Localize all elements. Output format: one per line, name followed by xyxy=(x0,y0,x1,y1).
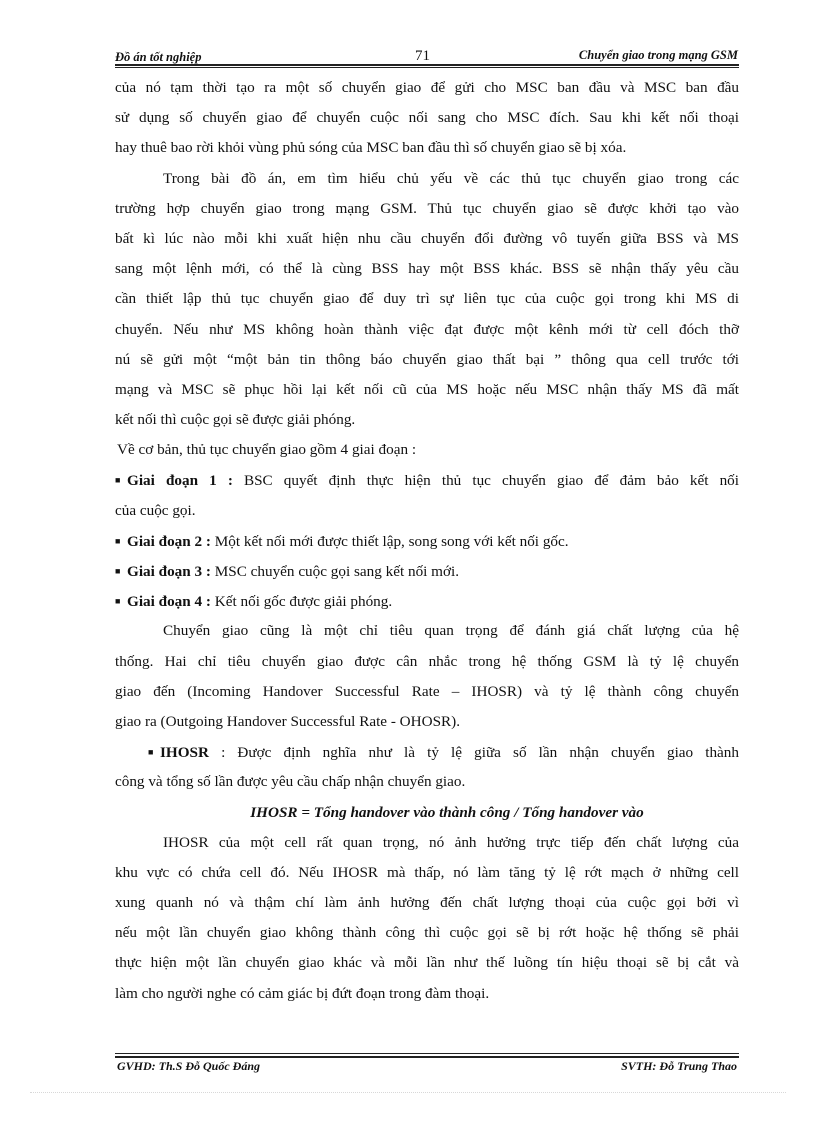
ihosr-label: IHOSR xyxy=(160,744,209,762)
stage-label: Giai đoạn 2 xyxy=(127,532,203,550)
header-rule-thin xyxy=(115,67,739,68)
footer-rule xyxy=(115,1056,739,1058)
text-line: của nó tạm thời tạo ra một số chuyển giao để gửi cho MSC ban đầu và MSC ban đầu xyxy=(115,79,739,96)
text-line: thống. Hai chỉ tiêu chuyển giao được cân nhắc trong hệ thống GSM là tỷ lệ chuyển xyxy=(115,652,739,670)
stage-item: ■ Giai đoạn 1 : BSC quyết định thực hiện thủ tục chuyển giao để đảm bảo kết nối xyxy=(115,465,739,495)
header-right: Chuyển giao trong mạng GSM xyxy=(578,48,738,62)
footer-rule-thin xyxy=(115,1053,739,1054)
text-line: chuyển. Nếu như MS không hoàn thành việc đạt được một kênh mới từ cell đóch thỡ xyxy=(115,320,739,338)
stage-item: ■ Giai đoạn 4 : Kết nối gốc được giải phóng. xyxy=(115,586,739,616)
ihosr-item: ■ IHOSR : Được định nghĩa như là tỷ lệ giữa số lần nhận chuyển giao thành xyxy=(115,737,739,767)
text-line: bất kì lúc nào mỗi khi xuất hiện nhu cầu chuyển đổi đường vô tuyến giữa BSS và MS xyxy=(115,229,739,247)
text-line: kết nối thì cuộc gọi sẽ được giải phóng. xyxy=(115,411,356,429)
text-line: Trong bài đồ án, em tìm hiểu chủ yếu về các thủ tục chuyển giao trong các xyxy=(163,169,739,187)
text-line: mạng và MSC sẽ phục hồi lại kết nối cũ của MS hoặc nếu MSC nhận thấy MS đã mất xyxy=(115,380,739,398)
header-left: Đồ án tốt nghiệp xyxy=(115,50,202,64)
stage-item: ■ Giai đoạn 3 : MSC chuyển cuộc gọi sang kết nối mới. xyxy=(115,556,739,586)
bullet-icon: ■ xyxy=(115,596,121,607)
text-line: giao đến (Incoming Handover Successful Rate – IHOSR) và tỷ lệ thành công chuyển xyxy=(115,682,739,700)
ihosr-item-cont: công và tổng số lần được yêu cầu chấp nhận chuyển giao. xyxy=(115,773,466,791)
text-line: làm cho người nghe có cảm giác bị đứt đoạn trong đàm thoại. xyxy=(115,984,490,1002)
footer-right: SVTH: Đỗ Trung Thao xyxy=(621,1059,737,1073)
bullet-icon: ■ xyxy=(148,747,154,758)
ihosr-formula: IHOSR = Tổng handover vào thành công / Tổng handover vào xyxy=(250,803,644,821)
text-line: nếu một lần chuyển giao không thành công thì cuộc gọi sẽ bị rớt hoặc hệ thống sẽ phải xyxy=(115,924,739,942)
text-line: giao ra (Outgoing Handover Successful Rate - OHOSR). xyxy=(115,712,461,730)
text-line: hay thuê bao rời khỏi vùng phủ sóng của MSC ban đầu thì số chuyển giao sẽ bị xóa. xyxy=(115,139,627,157)
stage-label: Giai đoạn 3 xyxy=(127,563,203,580)
text-line: Chuyển giao cũng là một chỉ tiêu quan trọng để đánh giá chất lượng của hệ xyxy=(163,622,739,640)
text-line: thực hiện một lần chuyển giao khác và mỗi lần như thế luồng tín hiệu thoại sẽ bị cắt và xyxy=(115,954,739,972)
stage-label: Giai đoạn 4 xyxy=(127,593,203,611)
text-line: cần thiết lập thủ tục chuyển giao để duy trì sự liên tục của cuộc gọi trong khi MS di xyxy=(115,290,739,308)
header-rule xyxy=(115,64,739,66)
page-number: 71 xyxy=(415,48,430,64)
bullet-icon: ■ xyxy=(115,535,121,546)
bullet-icon: ■ xyxy=(115,566,121,576)
body-text xyxy=(115,73,739,1009)
footer-left: GVHD: Th.S Đỗ Quốc Đáng xyxy=(117,1059,261,1073)
text-line: khu vực có chứa cell đó. Nếu IHOSR mà thấp, nó làm tăng tỷ lệ rớt mạch ở những cell xyxy=(115,863,739,881)
stage-item: ■ Giai đoạn 2 : Một kết nối mới được thiết lập, song song với kết nối gốc. xyxy=(115,526,739,556)
text-line: xung quanh nó và thậm chí làm ảnh hưởng đến chất lượng thoại của cuộc gọi bởi vì xyxy=(115,894,739,912)
stages-intro: Về cơ bản, thủ tục chuyển giao gồm 4 giai đoạn : xyxy=(117,441,417,459)
text-line: sang một lệnh mới, có thể là cùng BSS hay một BSS khác. BSS sẽ nhận thấy yêu cầu xyxy=(115,260,739,278)
stage-item-cont: của cuộc gọi. xyxy=(115,501,196,519)
text-line: nú sẽ gửi một “một bản tin thông báo chuyển giao thất bại ” thông qua cell trước tới xyxy=(115,350,739,368)
text-line: sử dụng số chuyển giao để chuyển cuộc nối sang cho MSC đích. Sau khi kết nối thoại xyxy=(115,109,739,127)
text-line: trường hợp chuyển giao trong mạng GSM. Thủ tục chuyển giao sẽ được khởi tạo vào xyxy=(115,199,739,217)
bullet-icon: ■ xyxy=(115,475,121,486)
page-edge-divider xyxy=(30,1092,786,1093)
text-line: IHOSR của một cell rất quan trọng, nó ảnh hưởng trực tiếp đến chất lượng của xyxy=(163,833,739,851)
stage-label: Giai đoạn 1 xyxy=(127,472,217,490)
